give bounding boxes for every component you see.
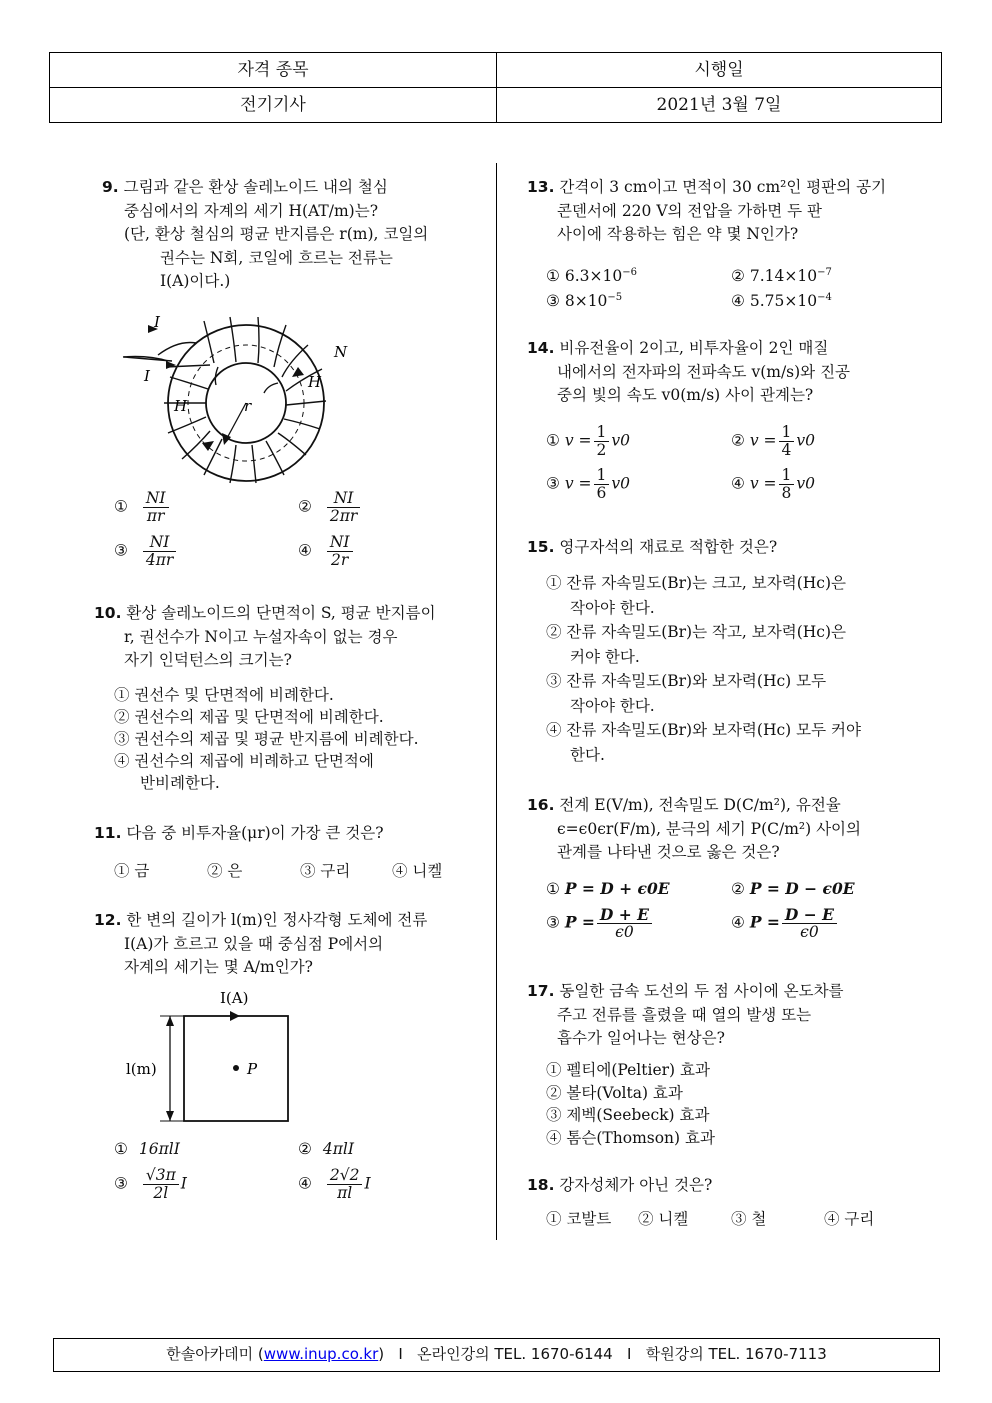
- option-value: 5.75×10: [749, 292, 818, 311]
- option-1[interactable]: [114, 490, 171, 525]
- fraction-denominator: 2: [596, 441, 607, 459]
- footer-online-phone: 온라인강의 TEL. 1670-6144: [417, 1345, 613, 1363]
- option-mark: ②: [731, 267, 745, 286]
- option-mark: ④: [731, 913, 745, 932]
- option-mark: ④: [298, 541, 312, 560]
- option-lhs: v =: [749, 474, 777, 493]
- figure-label-point: P: [247, 1060, 258, 1078]
- question-number: 14.: [527, 339, 555, 357]
- option-3[interactable]: [114, 534, 178, 569]
- fraction-numerator: 1: [779, 467, 795, 485]
- question-15: [527, 536, 777, 560]
- fraction-denominator: 4: [781, 441, 792, 459]
- fraction-numerator: 1: [779, 424, 795, 442]
- toroid-figure: [118, 305, 358, 485]
- option-tail: v0: [611, 431, 631, 450]
- option-2-continuation: 커야 한다.: [570, 647, 640, 666]
- question-text-line: 한 변의 길이가 l(m)인 정사각형 도체에 전류: [126, 911, 428, 929]
- fraction-numerator: √3π: [143, 1167, 179, 1185]
- column-divider: [496, 163, 497, 1240]
- option-3[interactable]: [114, 1167, 187, 1202]
- question-16: [527, 794, 861, 865]
- option-4[interactable]: ④ 권선수의 제곱에 비례하고 단면적에: [114, 752, 374, 770]
- option-4[interactable]: ④ 잔류 자속밀도(Br)와 보자력(Hc) 모두 커야: [546, 721, 861, 739]
- question-text-line: 중의 빛의 속도 v0(m/s) 사이 관계는?: [557, 386, 814, 404]
- fraction-numerator: 1: [594, 424, 610, 442]
- square-conductor-figure: [120, 985, 300, 1127]
- option-1[interactable]: [546, 878, 670, 900]
- header-qualification-label: 자격 종목: [50, 53, 497, 87]
- question-text-line: 자기 인덕턴스의 크기는?: [124, 651, 292, 669]
- option-mark: ①: [114, 1140, 128, 1158]
- footer-academy: 한솔아카데미 (: [166, 1345, 264, 1363]
- figure-label-turns: N: [334, 343, 348, 361]
- question-10: [94, 602, 436, 673]
- question-text-line: 주고 전류를 흘렸을 때 열의 발생 또는: [557, 1005, 812, 1024]
- option-mark: ④: [298, 1174, 312, 1193]
- option-tail: v0: [796, 474, 816, 493]
- option-lhs: v =: [564, 431, 592, 450]
- fraction-denominator: πr: [146, 507, 165, 525]
- fraction-denominator: 4πr: [145, 551, 174, 569]
- option-3[interactable]: ③ 권선수의 제곱 및 평균 반지름에 비례한다.: [114, 730, 419, 748]
- question-14: [527, 337, 850, 408]
- footer-paren: ): [378, 1345, 385, 1363]
- question-text-line: 동일한 금속 도선의 두 점 사이에 온도차를: [559, 982, 844, 1000]
- question-13: [527, 176, 886, 247]
- fraction-numerator: D + E: [597, 906, 652, 924]
- option-3-continuation: 작아야 한다.: [570, 696, 655, 715]
- option-1[interactable]: [114, 1138, 180, 1160]
- fraction-denominator: 8: [781, 484, 792, 502]
- option-lhs: v =: [749, 431, 777, 450]
- question-number: 15.: [527, 538, 555, 556]
- figure-label-current-bottom: I: [144, 367, 150, 385]
- option-value: P = D − ϵ0E: [749, 879, 855, 898]
- question-12: [94, 909, 427, 980]
- question-text-line: 흡수가 일어나는 현상은?: [557, 1029, 725, 1047]
- option-mark: ③: [114, 541, 128, 560]
- option-mark: ②: [298, 497, 312, 516]
- figure-label-current: I(A): [220, 989, 249, 1007]
- option-2[interactable]: [731, 262, 832, 287]
- footer-website-link[interactable]: www.inup.co.kr: [263, 1345, 379, 1363]
- option-value: 6.3×10: [564, 267, 623, 286]
- fraction-denominator: 2r: [331, 551, 349, 569]
- option-2[interactable]: [298, 490, 362, 525]
- header-row-values: [50, 88, 941, 122]
- question-text-line: 그림과 같은 환상 솔레노이드 내의 철심: [123, 178, 388, 196]
- option-4[interactable]: ④ 니켈: [392, 862, 443, 880]
- option-3[interactable]: [546, 287, 622, 312]
- option-4[interactable]: [731, 467, 815, 502]
- fraction-numerator: NI: [327, 534, 353, 552]
- option-4[interactable]: ④ 구리: [824, 1210, 875, 1228]
- footer-separator: I: [398, 1345, 403, 1363]
- option-mark: ③: [546, 913, 560, 932]
- question-text-line: 영구자석의 재료로 적합한 것은?: [559, 538, 778, 556]
- fraction-numerator: NI: [143, 490, 169, 508]
- option-mark: ①: [546, 880, 560, 898]
- option-mark: ①: [546, 431, 560, 450]
- option-4-continuation: 반비례한다.: [140, 774, 220, 792]
- option-3[interactable]: [546, 906, 654, 941]
- question-text-line: 내에서의 전자파의 전파속도 v(m/s)와 진공: [557, 362, 851, 381]
- figure-label-current-top: I: [154, 313, 160, 331]
- question-15-options: [546, 571, 861, 767]
- fraction-numerator: 1: [594, 467, 610, 485]
- question-17-options: [546, 1059, 715, 1149]
- option-1-continuation: 작아야 한다.: [570, 598, 655, 617]
- option-mark: ③: [546, 474, 560, 493]
- option-mark: ③: [114, 1174, 128, 1193]
- question-17: [527, 980, 844, 1051]
- option-4[interactable]: ④ 톰슨(Thomson) 효과: [546, 1128, 715, 1147]
- question-number: 13.: [527, 178, 555, 196]
- option-4[interactable]: [298, 534, 355, 569]
- option-2[interactable]: ② 잔류 자속밀도(Br)는 작고, 보자력(Hc)은: [546, 623, 846, 641]
- option-lhs: P =: [749, 912, 780, 932]
- question-text-line: 자계의 세기는 몇 A/m인가?: [124, 958, 313, 976]
- option-mark: ①: [114, 497, 128, 516]
- question-number: 16.: [527, 796, 555, 814]
- question-number: 10.: [94, 604, 122, 622]
- question-number: 12.: [94, 911, 122, 929]
- question-11: [94, 822, 384, 846]
- header-qualification-value: 전기기사: [50, 88, 497, 122]
- option-1[interactable]: ① 펠티에(Peltier) 효과: [546, 1061, 710, 1079]
- question-number: 17.: [527, 982, 555, 1000]
- question-number: 18.: [527, 1176, 555, 1194]
- option-1[interactable]: ① 코발트: [546, 1210, 612, 1228]
- question-text-line: 환상 솔레노이드의 단면적이 S, 평균 반지름이: [126, 604, 436, 622]
- option-exponent: −6: [622, 267, 637, 278]
- header-row-labels: [50, 53, 941, 88]
- fraction-numerator: 2√2: [327, 1167, 363, 1185]
- option-tail: I: [180, 1174, 187, 1193]
- question-text-line: 콘덴서에 220 V의 전압을 가하면 두 판: [557, 201, 822, 220]
- option-3[interactable]: ③ 구리: [300, 862, 351, 880]
- option-2[interactable]: ② 은: [207, 862, 243, 880]
- question-text-line: 강자성체가 아닌 것은?: [559, 1176, 713, 1194]
- question-text-line: ϵ=ϵ0ϵr(F/m), 분극의 세기 P(C/m²) 사이의: [557, 819, 862, 838]
- question-text-line: 관계를 나타낸 것으로 옳은 것은?: [557, 843, 780, 861]
- question-10-options: [114, 684, 419, 794]
- option-lhs: v =: [564, 474, 592, 493]
- question-text-line: r, 권선수가 N이고 누설자속이 없는 경우: [124, 627, 398, 646]
- option-exponent: −4: [817, 292, 832, 303]
- option-1[interactable]: ① 권선수 및 단면적에 비례한다.: [114, 686, 334, 704]
- option-3[interactable]: ③ 제벡(Seebeck) 효과: [546, 1106, 710, 1124]
- option-2[interactable]: ② 볼타(Volta) 효과: [546, 1083, 683, 1102]
- question-18: [527, 1174, 712, 1198]
- fraction-denominator: 2l: [153, 1184, 169, 1202]
- option-mark: ②: [731, 431, 745, 450]
- option-2[interactable]: ② 권선수의 제곱 및 단면적에 비례한다.: [114, 708, 384, 726]
- question-note-line: 권수는 N회, 코일에 흐르는 전류는: [160, 248, 393, 267]
- question-text-line: 비유전율이 2이고, 비투자율이 2인 매질: [559, 339, 829, 357]
- figure-label-field-right: H: [308, 373, 322, 391]
- fraction-numerator: D − E: [782, 906, 837, 924]
- option-1[interactable]: [546, 424, 630, 459]
- question-text-line: 전계 E(V/m), 전속밀도 D(C/m²), 유전율: [559, 796, 841, 814]
- option-3[interactable]: ③ 철: [731, 1210, 767, 1228]
- fraction-numerator: NI: [327, 490, 360, 508]
- question-9: [102, 176, 428, 294]
- option-4-continuation: 한다.: [570, 745, 605, 764]
- option-mark: ②: [731, 880, 745, 898]
- option-mark: ④: [731, 474, 745, 493]
- question-note-line: (단, 환상 철심의 평균 반지름은 r(m), 코일의: [124, 225, 429, 243]
- fraction-denominator: 2πr: [329, 507, 358, 525]
- option-1[interactable]: [546, 262, 637, 287]
- question-text-line: 사이에 작용하는 힘은 약 몇 N인가?: [557, 225, 799, 243]
- option-2[interactable]: [731, 878, 855, 900]
- question-number: 9.: [102, 178, 119, 196]
- option-value: 7.14×10: [749, 267, 818, 286]
- option-tail: I: [364, 1174, 371, 1193]
- fraction-denominator: 6: [596, 484, 607, 502]
- question-number: 11.: [94, 824, 122, 842]
- option-mark: ②: [298, 1140, 312, 1158]
- question-text-line: 중심에서의 자계의 세기 H(AT/m)는?: [124, 201, 379, 220]
- figure-label-field-left: H: [174, 397, 188, 415]
- option-mark: ③: [546, 292, 560, 311]
- option-4[interactable]: [298, 1167, 371, 1202]
- footer-offline-phone: 학원강의 TEL. 1670-7113: [645, 1345, 827, 1363]
- footer-separator: I: [626, 1345, 632, 1363]
- option-exponent: −7: [817, 267, 832, 278]
- option-lhs: P =: [564, 912, 595, 932]
- option-tail: v0: [611, 474, 631, 493]
- header-table: [49, 52, 942, 123]
- option-1[interactable]: ① 금: [114, 862, 150, 880]
- figure-label-radius: r: [244, 397, 252, 415]
- option-4[interactable]: [731, 287, 832, 312]
- fraction-denominator: ϵ0: [800, 923, 819, 941]
- question-note-line: I(A)이다.): [160, 272, 231, 290]
- option-4[interactable]: [731, 906, 839, 941]
- option-exponent: −5: [607, 292, 623, 303]
- header-exam-date-value: 2021년 3월 7일: [656, 95, 782, 115]
- option-2[interactable]: [731, 424, 815, 459]
- question-text-line: 간격이 3 cm이고 면적이 30 cm²인 평판의 공기: [559, 178, 887, 196]
- option-2[interactable]: [298, 1138, 354, 1160]
- option-2[interactable]: ② 니켈: [638, 1210, 689, 1228]
- fraction-numerator: NI: [143, 534, 176, 552]
- option-value: 8×10: [564, 292, 608, 311]
- option-mark: ④: [731, 292, 745, 311]
- question-text-line: I(A)가 흐르고 있을 때 중심점 P에서의: [124, 934, 384, 953]
- question-text-line: 다음 중 비투자율(μr)이 가장 큰 것은?: [126, 824, 384, 842]
- figure-label-side-length: l(m): [126, 1060, 157, 1078]
- footer: [53, 1338, 940, 1372]
- option-3[interactable]: ③ 잔류 자속밀도(Br)와 보자력(Hc) 모두: [546, 672, 827, 690]
- option-value: 16πlI: [138, 1140, 180, 1158]
- option-value: 4πlI: [322, 1140, 354, 1158]
- option-3[interactable]: [546, 467, 630, 502]
- fraction-denominator: ϵ0: [615, 923, 634, 941]
- option-1[interactable]: ① 잔류 자속밀도(Br)는 크고, 보자력(Hc)은: [546, 574, 846, 592]
- fraction-denominator: πl: [337, 1184, 353, 1202]
- option-mark: ①: [546, 267, 560, 286]
- option-value: P = D + ϵ0E: [564, 879, 670, 898]
- option-tail: v0: [796, 431, 816, 450]
- header-exam-date-label: 시행일: [694, 60, 744, 80]
